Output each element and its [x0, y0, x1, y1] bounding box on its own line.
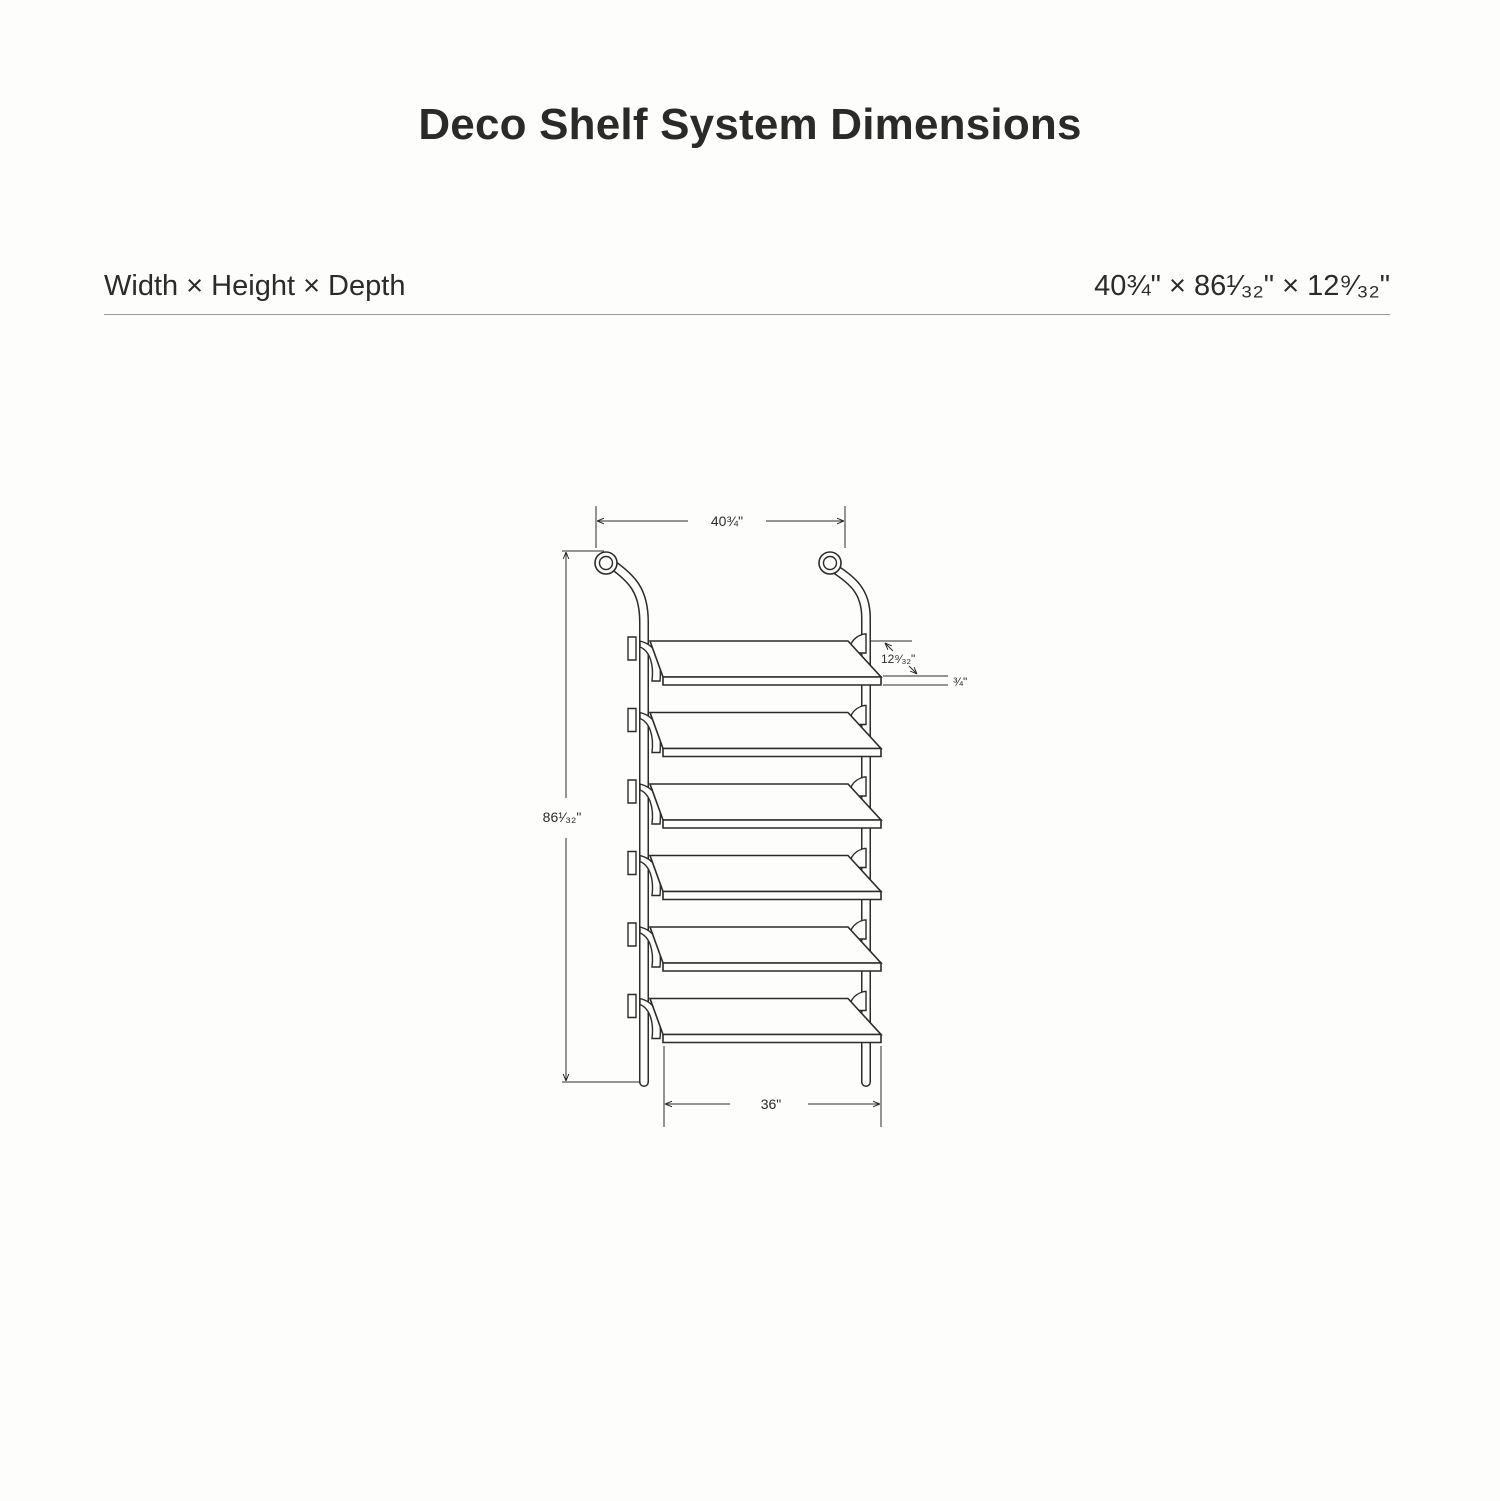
shelf-left-tab [628, 709, 636, 732]
shelf-board-front [663, 963, 881, 971]
shelf-1 [628, 634, 881, 685]
shelf-board-top [650, 927, 881, 963]
shelf-board-top [650, 856, 881, 892]
shelf-board-top [650, 713, 881, 749]
shelf-board-front [663, 820, 881, 828]
shelf-board-front [663, 677, 881, 685]
shelf-board-front [663, 1035, 881, 1043]
shelf-board-top [650, 999, 881, 1035]
shelf-thickness-label: ¾" [953, 675, 968, 689]
shelf-4 [628, 849, 881, 900]
overall-width-dimension [596, 506, 845, 548]
shelf-left-tab [628, 995, 636, 1018]
shelf-left-tab [628, 923, 636, 946]
page-title: Deco Shelf System Dimensions [418, 100, 1082, 149]
overall-width-label: 40¾" [710, 513, 744, 529]
shelf-5 [628, 920, 881, 971]
shelf-width-dimension [664, 1046, 881, 1127]
shelves-group [628, 634, 881, 1043]
shelf-depth-label: 12⁹⁄₃₂" [881, 652, 916, 666]
shelf-left-tab [628, 637, 636, 660]
shelf-board-top [650, 641, 881, 677]
overall-height-label: 86¹⁄₃₂" [542, 809, 582, 825]
shelf-depth-dimension [868, 641, 967, 689]
shelf-2 [628, 706, 881, 757]
shelf-board-front [663, 892, 881, 900]
shelf-left-tab [628, 852, 636, 875]
shelf-left-tab [628, 780, 636, 803]
overall-height-dimension [543, 551, 640, 1082]
shelf-board-top [650, 784, 881, 820]
shelf-width-label: 36" [760, 1096, 782, 1112]
dimensions-spec-value: 40¾" × 86¹⁄₃₂" × 12⁹⁄₃₂" [1094, 270, 1390, 302]
shelf-6 [628, 992, 881, 1043]
dimensions-spec-label: Width × Height × Depth [104, 270, 406, 302]
shelf-board-front [663, 749, 881, 757]
shelf-3 [628, 777, 881, 828]
